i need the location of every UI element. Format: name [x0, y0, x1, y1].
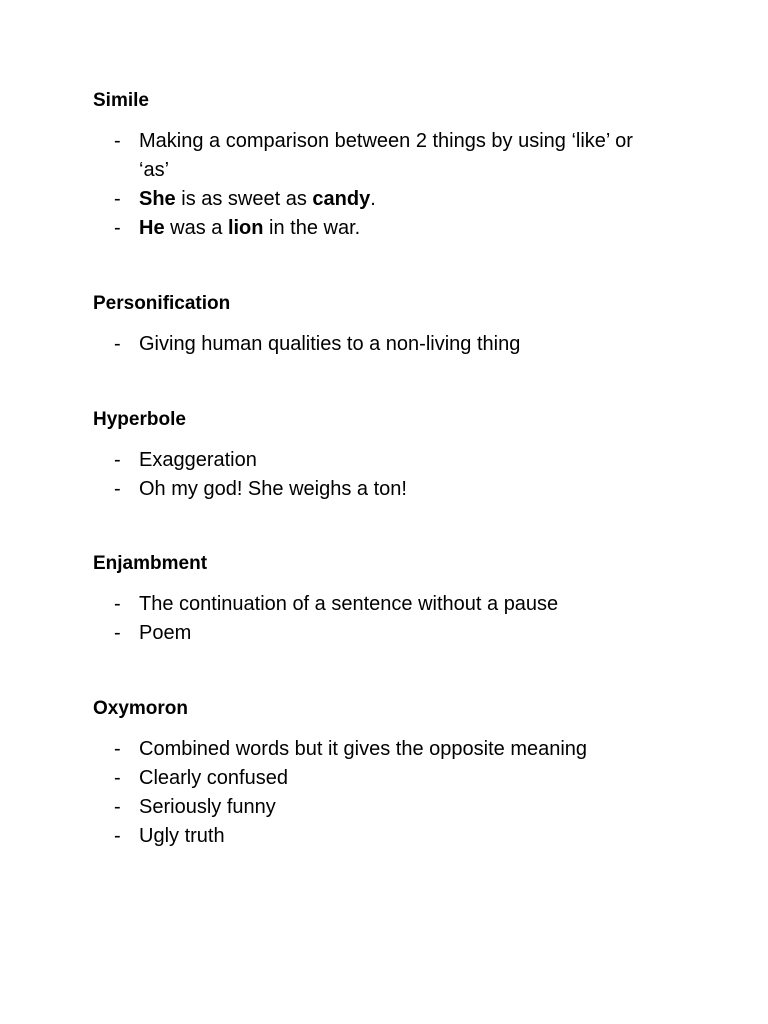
item-text: .: [370, 188, 376, 210]
list-item: [93, 185, 693, 214]
list-item: [93, 214, 693, 243]
list-item: [93, 127, 693, 185]
section-hyperbole: [93, 408, 693, 504]
bullet-dash: -: [114, 217, 121, 239]
list-item: [93, 822, 693, 851]
bullet-dash: -: [114, 738, 121, 760]
item-text: was a: [164, 217, 228, 239]
bullet-list: [93, 735, 693, 851]
bullet-dash: -: [114, 825, 121, 847]
item-text: The continuation of a sentence without a pause: [139, 593, 559, 615]
item-text-line2: ‘as’: [139, 159, 170, 181]
item-text: Giving human qualities to a non-living thing: [139, 333, 521, 355]
list-item: [93, 619, 693, 648]
bullet-dash: -: [114, 593, 121, 615]
section-heading: Simile: [93, 90, 149, 111]
bullet-list: [93, 127, 693, 243]
item-text: Combined words but it gives the opposite meaning: [139, 738, 588, 760]
bold-text: She: [139, 188, 176, 210]
section-simile: [93, 89, 693, 243]
bullet-list: [93, 446, 693, 504]
item-text: Clearly confused: [139, 767, 288, 789]
bullet-dash: -: [114, 333, 121, 355]
bullet-dash: -: [114, 449, 121, 471]
list-item: [93, 330, 693, 359]
bold-text: candy: [312, 188, 371, 210]
item-text: Oh my god! She weighs a ton!: [139, 478, 407, 500]
list-item: [93, 475, 693, 504]
item-text: Exaggeration: [139, 449, 257, 471]
bullet-list: [93, 330, 693, 359]
bullet-dash: -: [114, 767, 121, 789]
list-item: [93, 735, 693, 764]
item-text: Seriously funny: [139, 796, 276, 818]
item-text-line1: Making a comparison between 2 things by using ‘like’ or: [139, 130, 633, 152]
section-oxymoron: [93, 697, 693, 851]
item-text: in the war.: [263, 217, 361, 239]
item-text: Poem: [139, 622, 192, 644]
item-text: Ugly truth: [139, 825, 225, 847]
bold-text: lion: [227, 217, 264, 239]
bold-text: He: [139, 217, 165, 239]
section-enjambment: [93, 552, 693, 648]
section-heading: Enjambment: [93, 553, 208, 574]
bullet-list: [93, 590, 693, 648]
item-text: is as sweet as: [175, 188, 313, 210]
section-personification: [93, 292, 693, 359]
bullet-dash: -: [114, 796, 121, 818]
list-item: [93, 446, 693, 475]
list-item: [93, 764, 693, 793]
bullet-dash: -: [114, 130, 121, 152]
list-item: [93, 590, 693, 619]
section-heading: Hyperbole: [93, 409, 186, 430]
list-item: [93, 793, 693, 822]
bullet-dash: -: [114, 188, 121, 210]
section-heading: Personification: [93, 293, 231, 314]
bullet-dash: -: [114, 622, 121, 644]
bullet-dash: -: [114, 478, 121, 500]
section-heading: Oxymoron: [93, 698, 189, 719]
